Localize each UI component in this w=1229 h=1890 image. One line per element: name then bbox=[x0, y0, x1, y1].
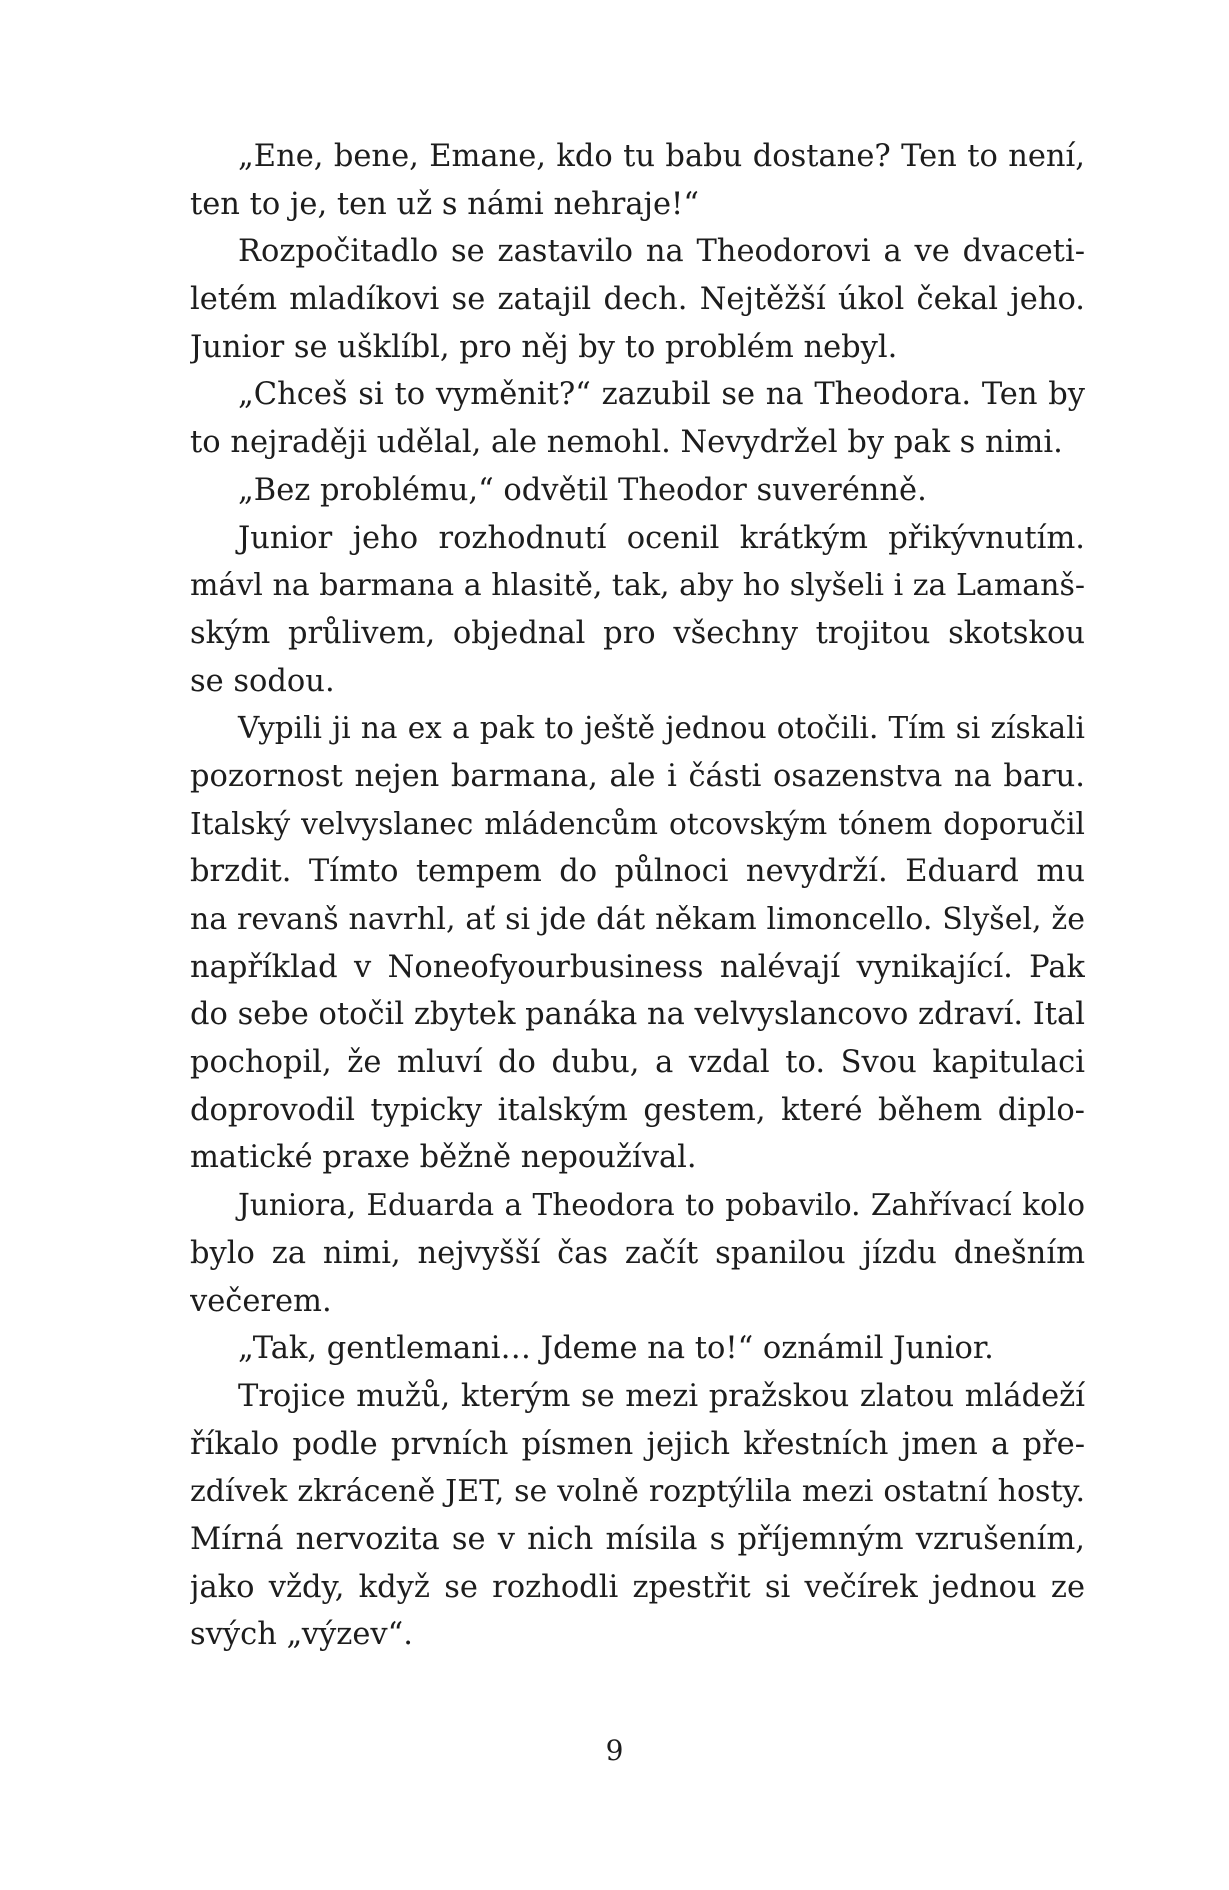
text-line: zdívek zkráceně JET, se volně rozptýlila mezi ostatní hosty. bbox=[190, 1474, 1085, 1510]
paragraph bbox=[190, 1182, 1085, 1325]
paragraph bbox=[190, 1325, 1085, 1373]
paragraph bbox=[190, 705, 1085, 1182]
text-line: ten to je, ten už s námi nehraje!“ bbox=[190, 186, 699, 222]
text-line: Junior se ušklíbl, pro něj by to problém nebyl. bbox=[190, 329, 898, 365]
text-line: „Ene, bene, Emane, kdo tu babu dostane? Ten to není, bbox=[238, 139, 1085, 174]
paragraph bbox=[190, 1373, 1085, 1659]
text-line: Junior jeho rozhodnutí ocenil krátkým přikývnutím. bbox=[238, 520, 1085, 556]
text-line: večerem. bbox=[190, 1283, 332, 1319]
text-line: Italský velvyslanec mládencům otcovským tónem doporučil bbox=[190, 806, 1085, 841]
text-line: letém mladíkovi se zatajil dech. Nejtěžší úkol čekal jeho. bbox=[190, 282, 1085, 318]
text-line: například v Noneofyourbusiness nalévají vynikající. Pak bbox=[190, 949, 1085, 985]
text-line: svých „výzev“. bbox=[190, 1617, 413, 1653]
text-line: do sebe otočil zbytek panáka na velvyslancovo zdraví. Ital bbox=[190, 997, 1085, 1033]
paragraph bbox=[190, 371, 1085, 466]
paragraph bbox=[190, 228, 1085, 371]
page-number: 9 bbox=[605, 1734, 624, 1767]
text-line: Vypili ji na ex a pak to ještě jednou otočili. Tím si získali bbox=[238, 711, 1085, 746]
text-line: matické praxe běžně nepoužíval. bbox=[190, 1140, 697, 1176]
text-line: Juniora, Eduarda a Theodora to pobavilo. Zahřívací kolo bbox=[238, 1188, 1085, 1223]
text-line: Trojice mužů, kterým se mezi pražskou zlatou mládeží bbox=[238, 1378, 1085, 1414]
paragraph bbox=[190, 515, 1085, 706]
body-text bbox=[190, 133, 1085, 1659]
text-line: „Bez problému,“ odvětil Theodor suverénně. bbox=[238, 472, 927, 508]
text-line: bylo za nimi, nejvyšší čas začít spanilou jízdu dnešním bbox=[190, 1235, 1085, 1271]
paragraph bbox=[190, 467, 1085, 515]
text-line: brzdit. Tímto tempem do půlnoci nevydrží. Eduard mu bbox=[190, 854, 1085, 890]
text-line: jako vždy, když se rozhodli zpestřit si večírek jednou ze bbox=[190, 1569, 1085, 1605]
text-line: doprovodil typicky italským gestem, které během diplo- bbox=[190, 1092, 1085, 1128]
text-line: říkalo podle prvních písmen jejich křestních jmen a pře- bbox=[190, 1426, 1085, 1462]
text-line: Rozpočitadlo se zastavilo na Theodorovi a ve dvaceti- bbox=[238, 234, 1085, 270]
paragraph bbox=[190, 133, 1085, 228]
text-line: na revanš navrhl, ať si jde dát někam limoncello. Slyšel, že bbox=[190, 902, 1085, 937]
text-line: pozornost nejen barmana, ale i části osazenstva na baru. bbox=[190, 758, 1085, 794]
text-line: „Chceš si to vyměnit?“ zazubil se na Theodora. Ten by bbox=[238, 377, 1085, 413]
text-line: „Tak, gentlemani… Jdeme na to!“ oznámil Junior. bbox=[238, 1331, 994, 1367]
text-line: mávl na barmana a hlasitě, tak, aby ho slyšeli i za Lamanš- bbox=[190, 568, 1085, 604]
text-line: pochopil, že mluví do dubu, a vzdal to. Svou kapitulaci bbox=[190, 1045, 1085, 1081]
text-line: to nejraději udělal, ale nemohl. Nevydržel by pak s nimi. bbox=[190, 425, 1063, 461]
text-line: ským průlivem, objednal pro všechny trojitou skotskou bbox=[190, 615, 1085, 651]
text-line: Mírná nervozita se v nich mísila s příjemným vzrušením, bbox=[190, 1521, 1085, 1557]
text-line: se sodou. bbox=[190, 663, 335, 699]
